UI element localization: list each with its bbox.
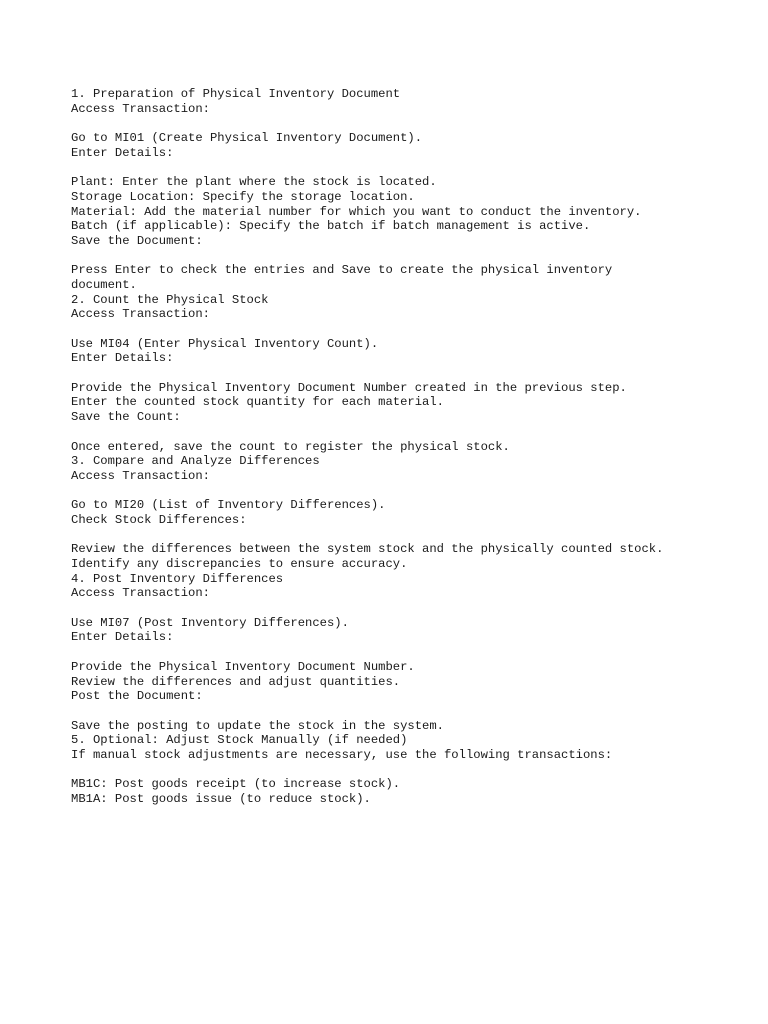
text-line: Post the Document: (71, 689, 203, 704)
text-line: Review the differences between the system stock and the physically counted stock. (71, 542, 664, 557)
text-line: Material: Add the material number for which you want to conduct the inventory. (71, 204, 642, 219)
text-line: Go to MI20 (List of Inventory Differences). (71, 498, 386, 513)
blank-line (71, 601, 751, 616)
text-line: Go to MI01 (Create Physical Inventory Document). (71, 131, 423, 146)
section-heading: 2. Count the Physical Stock (71, 292, 269, 307)
text-line: Access Transaction: (71, 101, 210, 116)
text-line: Enter Details: (71, 351, 174, 366)
text-line: MB1A: Post goods issue (to reduce stock). (71, 792, 371, 806)
text-line: Access Transaction: (71, 586, 210, 601)
text-line: Identify any discrepancies to ensure accuracy. (71, 557, 408, 571)
blank-line (71, 160, 751, 175)
text-line: Storage Location: Specify the storage location. (71, 189, 415, 204)
section-heading: 3. Compare and Analyze Differences (71, 454, 320, 469)
text-line: Review the differences and adjust quantities. (71, 674, 401, 689)
text-line: Plant: Enter the plant where the stock is located. (71, 175, 437, 190)
text-line: Once entered, save the count to register the physical stock. (71, 439, 510, 454)
text-line: Save the Document: (71, 233, 203, 248)
text-line: Press Enter to check the entries and Save to create the physical inventory (71, 263, 613, 278)
text-line: MB1C: Post goods receipt (to increase stock). (71, 777, 401, 792)
blank-line (71, 763, 751, 778)
section-heading: 5. Optional: Adjust Stock Manually (if needed) (71, 733, 408, 748)
text-line: document. (71, 277, 137, 292)
text-line: If manual stock adjustments are necessary, use the following transactions: (71, 747, 613, 762)
blank-line (71, 366, 751, 381)
blank-line (71, 116, 751, 131)
text-line: Save the posting to update the stock in the system. (71, 718, 444, 733)
blank-line (71, 425, 751, 440)
blank-line (71, 704, 751, 719)
text-line: Provide the Physical Inventory Document Number created in the previous step. (71, 380, 627, 395)
text-line: Provide the Physical Inventory Document Number. (71, 659, 415, 674)
text-line: Save the Count: (71, 410, 181, 425)
text-line: Check Stock Differences: (71, 512, 247, 527)
section-heading: 4. Post Inventory Differences (71, 571, 284, 586)
text-line: Enter Details: (71, 630, 174, 645)
blank-line (71, 249, 751, 264)
text-line: Access Transaction: (71, 468, 210, 483)
text-line: Enter the counted stock quantity for each material. (71, 395, 444, 410)
text-line: Use MI04 (Enter Physical Inventory Count). (71, 336, 379, 351)
text-line: Enter Details: (71, 145, 174, 160)
text-line: Access Transaction: (71, 307, 210, 322)
blank-line (71, 322, 751, 337)
section-heading: 1. Preparation of Physical Inventory Document (71, 87, 401, 101)
text-line: Use MI07 (Post Inventory Differences). (71, 615, 349, 630)
text-line: Batch (if applicable): Specify the batch if batch management is active. (71, 219, 591, 234)
blank-line (71, 645, 751, 660)
blank-line (71, 484, 751, 499)
document-body (71, 87, 751, 807)
blank-line (71, 528, 751, 543)
